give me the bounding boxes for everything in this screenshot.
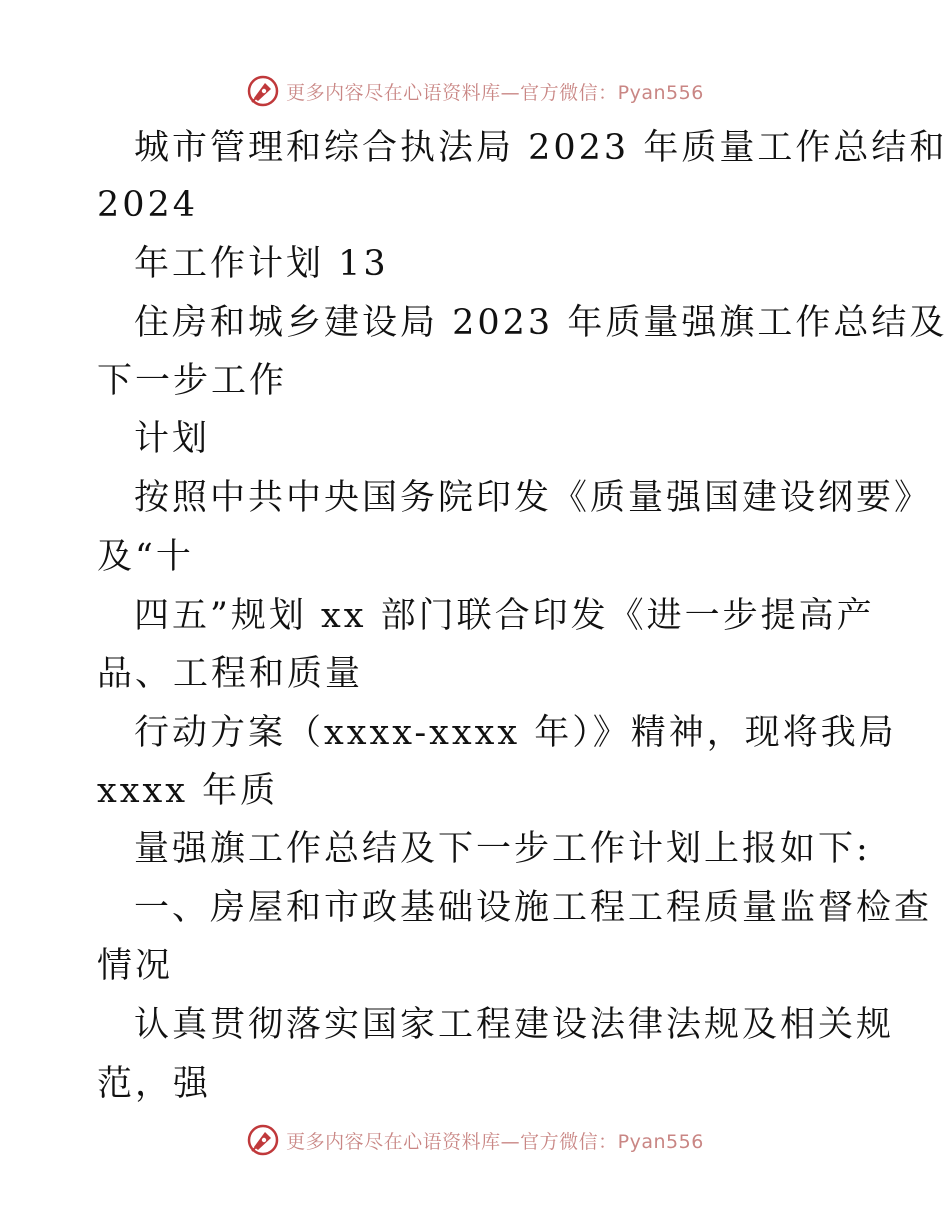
text-line: 品、工程和质量 xyxy=(97,654,364,694)
text-line: 及“十 xyxy=(97,537,194,577)
bottom-watermark-banner xyxy=(0,1120,950,1160)
text-line: 计划 xyxy=(134,419,211,459)
text-line: 按照中共中央国务院印发《质量强国建设纲要》 xyxy=(134,478,933,518)
text-line: 住房和城乡建设局 2023 年质量强旗工作总结及 xyxy=(134,303,948,343)
pen-nib-logo-icon xyxy=(246,1123,280,1157)
text-line: 四五”规划 xx 部门联合印发《进一步提高产 xyxy=(134,596,875,636)
text-line: 认真贯彻落实国家工程建设法律法规及相关规 xyxy=(134,1005,895,1045)
text-line: 下一步工作 xyxy=(97,361,288,401)
text-line: xxxx 年质 xyxy=(97,771,279,811)
watermark-text: 更多内容尽在心语资料库—官方微信：Pyan556 xyxy=(286,81,704,104)
text-line: 城市管理和综合执法局 2023 年质量工作总结和 xyxy=(134,128,948,168)
text-line: 量强旗工作总结及下一步工作计划上报如下: xyxy=(134,829,871,869)
text-line: 2024 xyxy=(97,185,199,225)
text-line: 情况 xyxy=(97,946,174,986)
watermark-text: 更多内容尽在心语资料库—官方微信：Pyan556 xyxy=(286,1130,704,1153)
text-line: 范，强 xyxy=(97,1064,212,1104)
text-line: 行动方案（xxxx-xxxx 年）》精神，现将我局 xyxy=(134,713,897,753)
text-line: 一、房屋和市政基础设施工程工程质量监督检查 xyxy=(134,888,933,928)
text-line: 年工作计划 13 xyxy=(134,244,389,284)
